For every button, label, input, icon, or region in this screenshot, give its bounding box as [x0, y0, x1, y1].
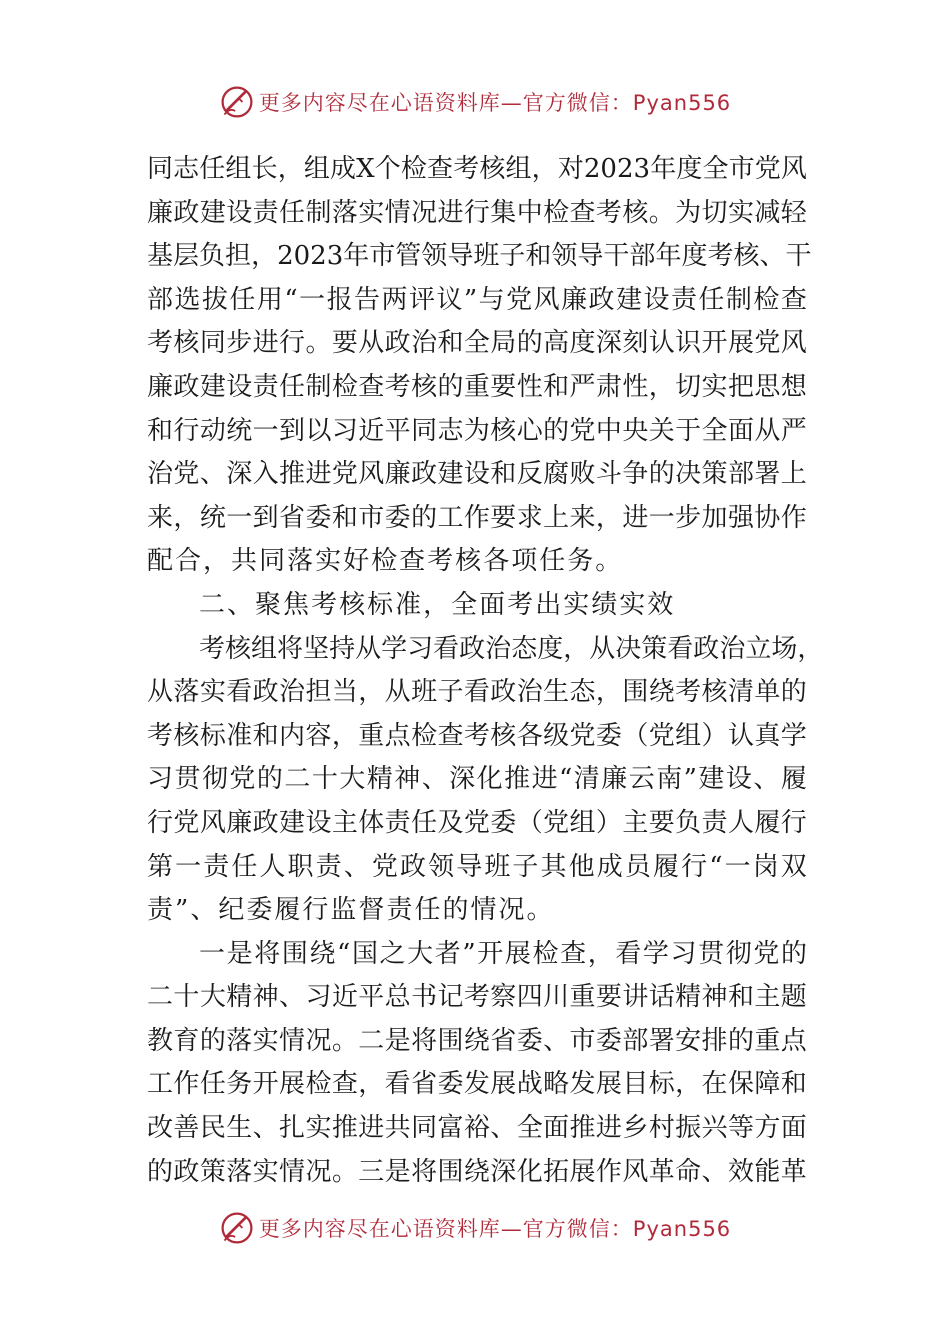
watermark-banner-bottom: [0, 1208, 950, 1248]
body-line: 部 选 拔 任 用 “ 一 报 告 两 评 议 ” 与 党 风 廉 政 建 设 责 任 制 检 查: [147, 284, 807, 315]
body-line: 同 志 任 组 长 ， 组 成 X 个 检 查 考 核 组 ， 对 2023 年 度 全 市 党 风: [147, 154, 807, 184]
body-line: 考 核 标 准 和 内 容 ， 重 点 检 查 考 核 各 级 党 委 （ 党 组 ） 认 真 学: [147, 720, 807, 751]
pen-logo-icon: [219, 84, 255, 120]
pen-logo-icon: [219, 1210, 255, 1246]
body-line: 从 落 实 看 政 治 担 当 ， 从 班 子 看 政 治 生 态 ， 围 绕 考 核 清 单 的: [147, 677, 807, 708]
watermark-text-bottom: 更多内容尽在心语资料库—官方微信：Pyan556: [258, 1217, 732, 1241]
section-heading: 二 、 聚 焦 考 核 标 准 ， 全 面 考 出 实 绩 实 效: [199, 589, 676, 620]
body-line: 考 核 同 步 进 行 。 要 从 政 治 和 全 局 的 高 度 深 刻 认 识 开 展 党 风: [147, 328, 807, 359]
body-line: 改 善 民 生 、 扎 实 推 进 共 同 富 裕 、 全 面 推 进 乡 村 振 兴 等 方 面: [147, 1113, 807, 1144]
body-line: 习 贯 彻 党 的 二 十 大 精 神 、 深 化 推 进 “ 清 廉 云 南 ” 建 设 、 履: [147, 764, 807, 795]
body-line: 第 一 责 任 人 职 责 、 党 政 领 导 班 子 其 他 成 员 履 行 “ 一 岗 双: [147, 851, 807, 882]
body-line: 考 核 组 将 坚 持 从 学 习 看 政 治 态 度 ， 从 决 策 看 政 治 立 场 ，: [199, 633, 824, 664]
body-line: 配 合 ， 共 同 落 实 好 检 查 考 核 各 项 任 务 。: [147, 546, 624, 577]
body-line: 的 政 策 落 实 情 况 。 三 是 将 围 绕 深 化 拓 展 作 风 革 命 、 效 能 革: [147, 1156, 807, 1187]
body-line: 工 作 任 务 开 展 检 查 ， 看 省 委 发 展 战 略 发 展 目 标 ， 在 保 障 和: [147, 1069, 807, 1100]
document-body: [147, 148, 824, 1194]
body-line: 一 是 将 围 绕 “ 国 之 大 者 ” 开 展 检 查 ， 看 学 习 贯 彻 党 的: [199, 938, 807, 969]
body-line: 廉 政 建 设 责 任 制 检 查 考 核 的 重 要 性 和 严 肃 性 ， 切 实 把 思 想: [147, 371, 807, 402]
body-line: 治 党 、 深 入 推 进 党 风 廉 政 建 设 和 反 腐 败 斗 争 的 决 策 部 署 上: [147, 459, 807, 490]
body-line: 和 行 动 统 一 到 以 习 近 平 同 志 为 核 心 的 党 中 央 关 于 全 面 从 严: [147, 415, 807, 446]
body-line: 基 层 负 担 ， 2023 年 市 管 领 导 班 子 和 领 导 干 部 年 度 考 核 、 干: [147, 241, 812, 272]
body-line: 行 党 风 廉 政 建 设 主 体 责 任 及 党 委 （ 党 组 ） 主 要 负 责 人 履 行: [147, 807, 807, 838]
body-line: 来 ， 统 一 到 省 委 和 市 委 的 工 作 要 求 上 来 ， 进 一 步 加 强 协 作: [147, 502, 807, 533]
body-line: 责 ” 、 纪 委 履 行 监 督 责 任 的 情 况 。: [147, 895, 555, 926]
watermark-text-top: 更多内容尽在心语资料库—官方微信：Pyan556: [258, 91, 732, 115]
watermark-banner-top: [0, 82, 950, 122]
body-line: 廉 政 建 设 责 任 制 落 实 情 况 进 行 集 中 检 查 考 核 。 为 切 实 减 轻: [147, 197, 807, 228]
body-line: 二 十 大 精 神 、 习 近 平 总 书 记 考 察 四 川 重 要 讲 话 精 神 和 主 题: [147, 982, 807, 1013]
body-line: 教 育 的 落 实 情 况 。 二 是 将 围 绕 省 委 、 市 委 部 署 安 排 的 重 点: [147, 1025, 807, 1056]
